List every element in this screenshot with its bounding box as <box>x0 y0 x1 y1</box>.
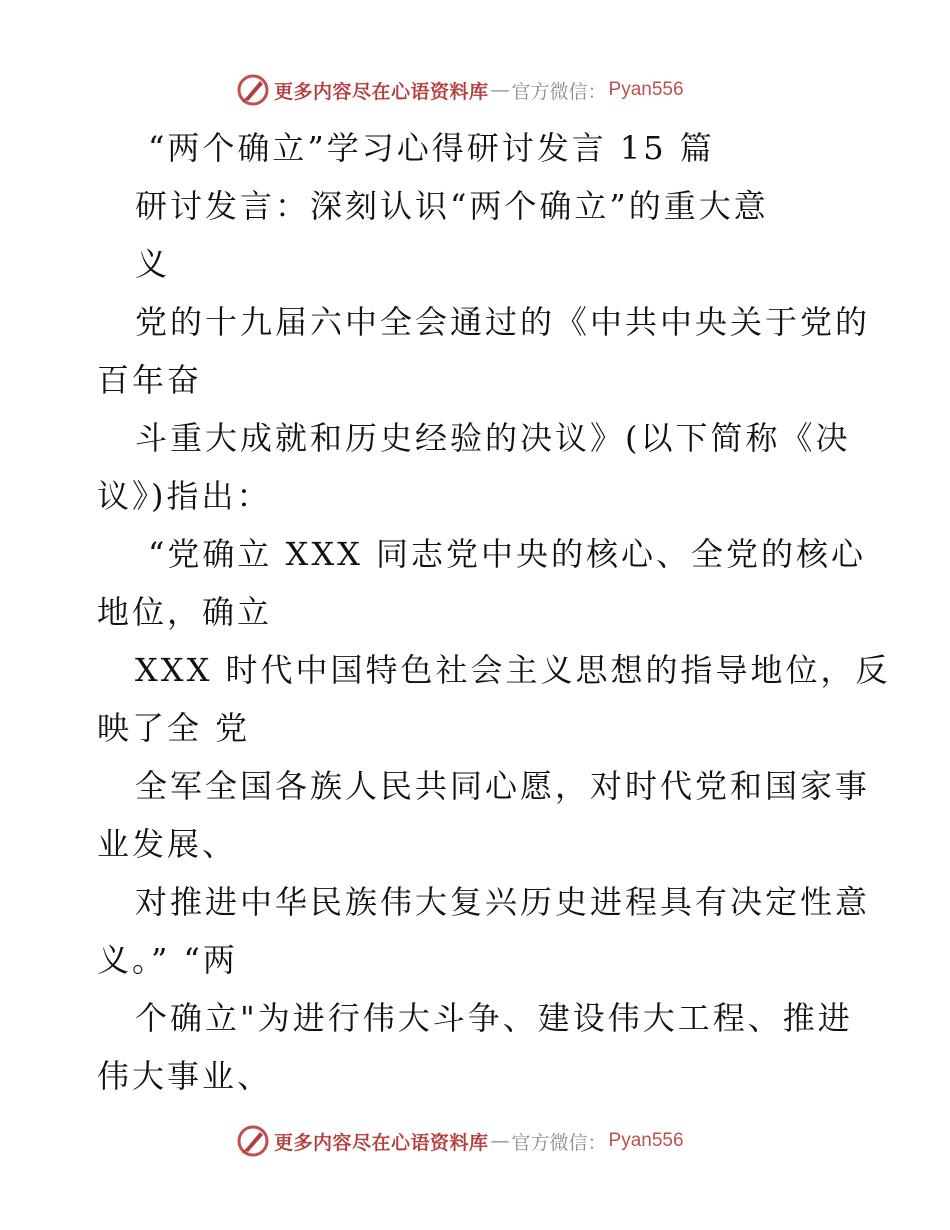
red-quill-logo-icon <box>236 73 270 107</box>
watermark-wechat-id: Pyan556 <box>608 79 684 100</box>
text-line: 全军全国各族人民共同心愿，对时代党和国家事 <box>135 767 871 805</box>
watermark-label: 官方微信： <box>511 80 607 103</box>
red-quill-logo-icon <box>236 1124 270 1158</box>
text-line: 义。” “两 <box>97 941 238 979</box>
text-line: “党确立 XXX 同志党中央的核心、全党的核心 <box>148 535 867 573</box>
watermark-separator: — <box>490 1130 510 1152</box>
text-line: 个确立"为进行伟大斗争、建设伟大工程、推进 <box>135 999 853 1037</box>
text-line: 百年奋 <box>97 361 203 399</box>
watermark-wechat-id: Pyan556 <box>608 1130 684 1151</box>
header-watermark <box>236 73 684 107</box>
text-line: 地位，确立 <box>97 593 273 631</box>
watermark-label: 官方微信： <box>511 1131 607 1154</box>
text-line: 议》)指出： <box>97 477 272 515</box>
footer-watermark <box>236 1124 684 1158</box>
text-line: 映了全 党 <box>97 709 251 747</box>
text-line: 伟大事业、 <box>97 1057 273 1095</box>
text-line: 对推进中华民族伟大复兴历史进程具有决定性意 <box>135 883 871 921</box>
watermark-site-text: 更多内容尽在心语资料库 <box>274 80 489 103</box>
text-line: 业发展、 <box>97 825 238 863</box>
text-line: 党的十九届六中全会通过的《中共中央关于党的 <box>135 303 871 341</box>
watermark-site-text: 更多内容尽在心语资料库 <box>274 1131 489 1154</box>
document-title: “两个确立”学习心得研讨发言 15 篇 <box>148 129 715 167</box>
text-line: 研讨发言：深刻认识“两个确立”的重大意 <box>135 187 769 225</box>
text-line: XXX 时代中国特色社会主义思想的指导地位，反 <box>135 651 891 689</box>
text-line: 斗重大成就和历史经验的决议》(以下简称《决 <box>135 419 851 457</box>
watermark-separator: — <box>490 79 510 101</box>
text-line: 义 <box>135 245 171 283</box>
